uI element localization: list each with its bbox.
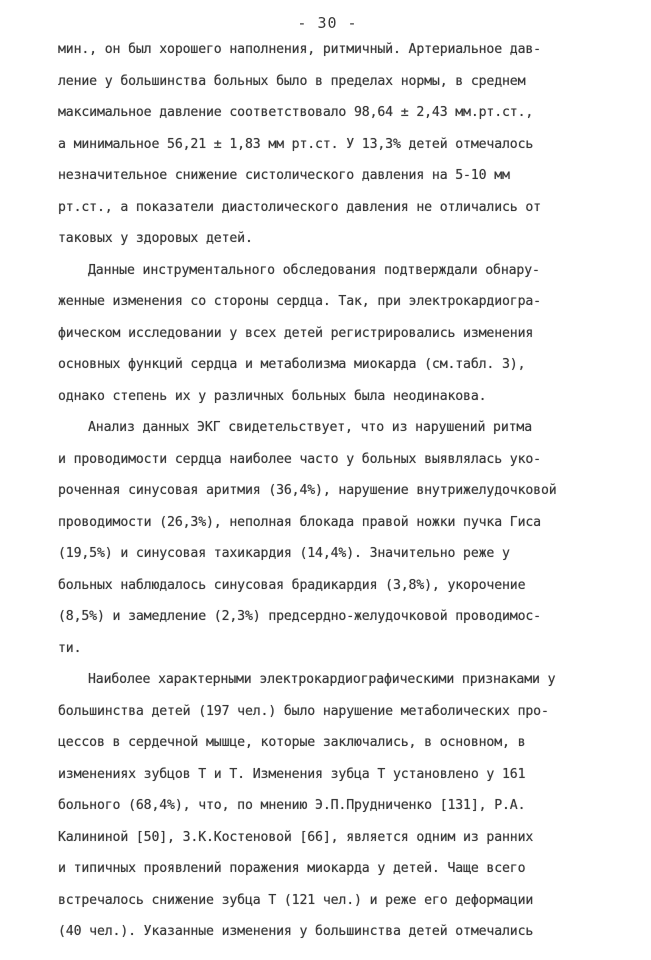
- text-line: (8,5%) и замедление (2,3%) предсердно-желудочковой проводимос-: [58, 609, 541, 624]
- text-line: таковых у здоровых детей.: [58, 231, 253, 246]
- text-line: незначительное снижение систолического давления на 5-10 мм: [58, 168, 510, 183]
- text-line: рт.ст., а показатели диастолического давления не отличались от: [58, 199, 541, 215]
- text-line: больных наблюдалось синусовая брадикардия (3,8%), укорочение: [58, 577, 526, 593]
- text-line: роченная синусовая аритмия (36,4%), нарушение внутрижелудочковой: [58, 483, 557, 498]
- text-line: (19,5%) и синусовая тахикардия (14,4%). Значительно реже у: [58, 546, 510, 561]
- text-line: Калининой [50], З.К.Костеновой [66], является одним из ранних: [58, 829, 534, 845]
- text-line: Анализ данных ЭКГ свидетельствует, что из нарушений ритма: [88, 420, 533, 435]
- text-line: и типичных проявлений поражения миокарда у детей. Чаще всего: [58, 861, 526, 876]
- text-line: мин., он был хорошего наполнения, ритмичный. Артериальное дав-: [58, 42, 541, 57]
- text-line: больного (68,4%), что, по мнению Э.П.Прудниченко [131], Р.А.: [58, 798, 526, 813]
- text-line: женные изменения со стороны сердца. Так, при электрокардиогра-: [58, 294, 541, 309]
- text-line: основных функций сердца и метаболизма миокарда (см.табл. 3),: [58, 357, 526, 372]
- text-line: (40 чел.). Указанные изменения у большинства детей отмечались: [58, 924, 534, 939]
- text-line: Наиболее характерными электрокардиографическими признаками у: [88, 672, 556, 687]
- page-number: - 30 -: [297, 14, 358, 32]
- text-line: встречалось снижение зубца Т (121 чел.) и реже его деформации: [58, 892, 534, 908]
- text-line: ти.: [58, 640, 82, 656]
- text-line: и проводимости сердца наиболее часто у больных выявлялась уко-: [58, 451, 541, 467]
- text-line: Данные инструментального обследования подтверждали обнару-: [88, 262, 540, 278]
- text-line: большинства детей (197 чел.) было нарушение метаболических про-: [58, 703, 549, 719]
- text-line: цессов в сердечной мышце, которые заключались, в основном, в: [58, 735, 526, 750]
- text-line: фическом исследовании у всех детей регистрировались изменения: [58, 325, 534, 341]
- body-text: [58, 34, 589, 948]
- text-line: однако степень их у различных больных была неодинакова.: [58, 388, 487, 404]
- text-line: изменениях зубцов Т и Т. Изменения зубца Т установлено у 161: [58, 766, 526, 782]
- text-line: максимальное давление соответствовало 98,64 ± 2,43 мм.рт.ст.,: [58, 105, 534, 120]
- text-line: а минимальное 56,21 ± 1,83 мм рт.ст. У 13,3% детей отмечалось: [58, 136, 534, 152]
- text-line: проводимости (26,3%), неполная блокада правой ножки пучка Гиса: [58, 514, 541, 530]
- text-line: ление у большинства больных было в пределах нормы, в среднем: [58, 73, 526, 89]
